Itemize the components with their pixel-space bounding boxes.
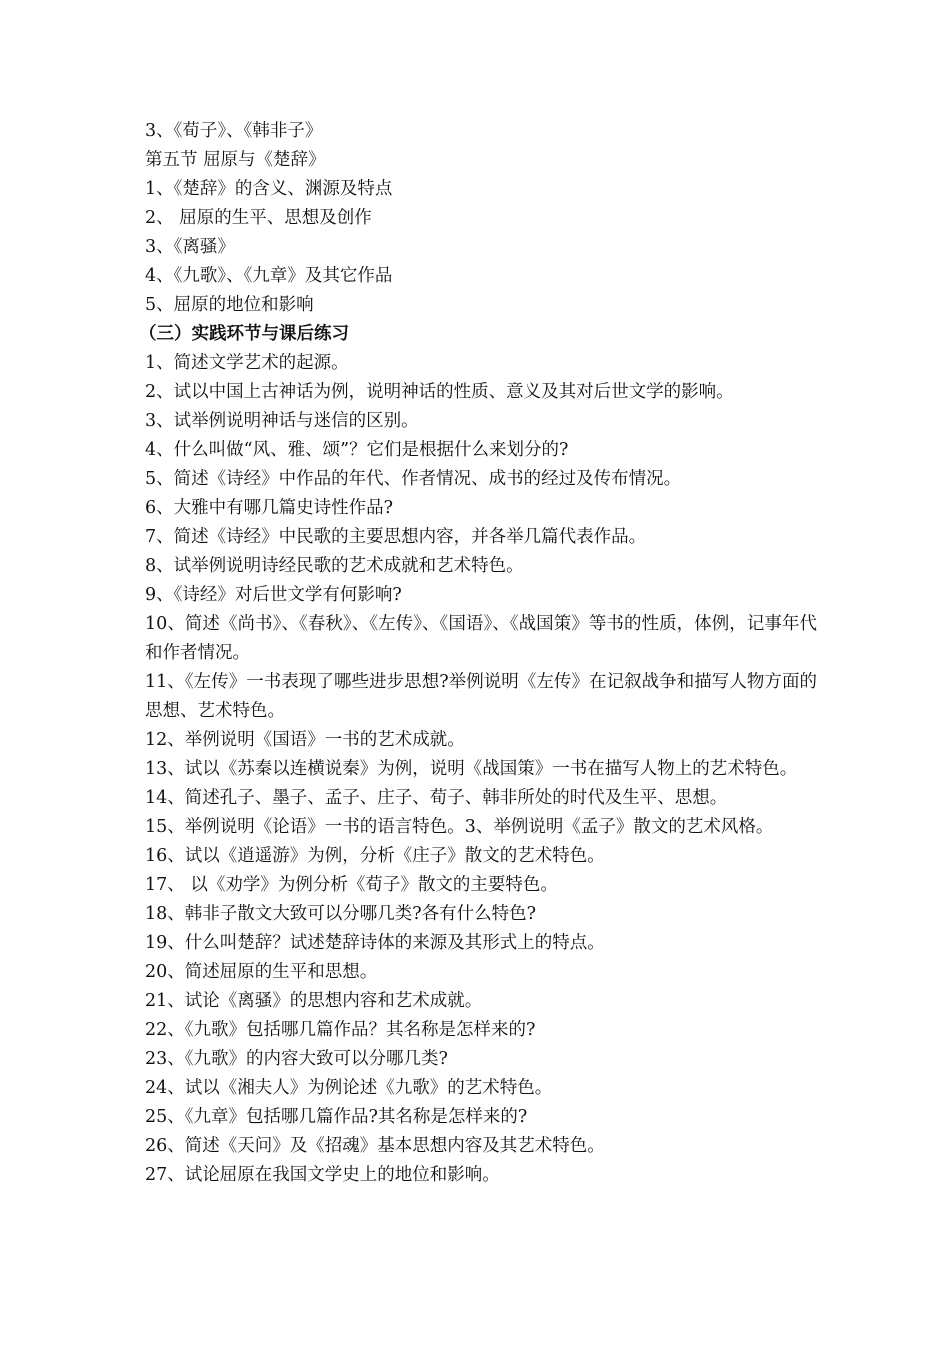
practice-heading: （三）实践环节与课后练习 [139, 324, 349, 344]
outline-item: 2、 屈原的生平、思想及创作 [145, 208, 372, 228]
question-item: 11、《左传》一书表现了哪些进步思想?举例说明《左传》在记叙战争和描写人物方面的思想、艺术特色。 [145, 672, 817, 721]
question-item: 23、《九歌》的内容大致可以分哪几类? [145, 1049, 448, 1069]
question-item: 17、 以《劝学》为例分析《荀子》散文的主要特色。 [145, 875, 558, 895]
question-item: 25、《九章》包括哪几篇作品?其名称是怎样来的? [145, 1107, 528, 1127]
question-item: 6、大雅中有哪几篇史诗性作品? [145, 498, 394, 518]
question-item: 15、举例说明《论语》一书的语言特色。3、举例说明《孟子》散文的艺术风格。 [145, 817, 774, 837]
question-item: 22、《九歌》包括哪几篇作品？其名称是怎样来的? [145, 1020, 536, 1040]
question-item: 8、试举例说明诗经民歌的艺术成就和艺术特色。 [145, 556, 524, 576]
section-heading: 第五节 屈原与《楚辞》 [145, 150, 326, 170]
question-item: 1、简述文学艺术的起源。 [145, 353, 349, 373]
question-item: 3、试举例说明神话与迷信的区别。 [145, 411, 419, 431]
question-item: 19、什么叫楚辞？试述楚辞诗体的来源及其形式上的特点。 [145, 933, 605, 953]
question-item: 10、简述《尚书》、《春秋》、《左传》、《国语》、《战国策》等书的性质，体例，记事年代和作者情况。 [145, 614, 817, 663]
outline-item: 1、《楚辞》的含义、渊源及特点 [145, 179, 393, 199]
question-item: 4、什么叫做“风、雅、颂”？它们是根据什么来划分的? [145, 440, 569, 460]
outline-item: 5、屈原的地位和影响 [145, 295, 314, 315]
question-item: 13、试以《苏秦以连横说秦》为例，说明《战国策》一书在描写人物上的艺术特色。 [145, 759, 798, 779]
question-item: 27、试论屈原在我国文学史上的地位和影响。 [145, 1165, 500, 1185]
question-item: 24、试以《湘夫人》为例论述《九歌》的艺术特色。 [145, 1078, 553, 1098]
outline-item: 3、《荀子》、《韩非子》 [145, 121, 323, 141]
question-item: 2、试以中国上古神话为例，说明神话的性质、意义及其对后世文学的影响。 [145, 382, 734, 402]
question-item: 18、韩非子散文大致可以分哪几类?各有什么特色? [145, 904, 537, 924]
question-item: 26、简述《天问》及《招魂》基本思想内容及其艺术特色。 [145, 1136, 605, 1156]
question-item: 16、试以《逍遥游》为例，分析《庄子》散文的艺术特色。 [145, 846, 605, 866]
question-item: 7、简述《诗经》中民歌的主要思想内容，并各举几篇代表作品。 [145, 527, 647, 547]
question-item: 14、简述孔子、墨子、孟子、庄子、荀子、韩非所处的时代及生平、思想。 [145, 788, 728, 808]
document-body [139, 117, 817, 1190]
question-item: 21、试论《离骚》的思想内容和艺术成就。 [145, 991, 483, 1011]
outline-item: 4、《九歌》、《九章》及其它作品 [145, 266, 393, 286]
question-item: 9、《诗经》对后世文学有何影响? [145, 585, 402, 605]
question-item: 20、简述屈原的生平和思想。 [145, 962, 378, 982]
question-item: 5、简述《诗经》中作品的年代、作者情况、成书的经过及传布情况。 [145, 469, 682, 489]
question-item: 12、举例说明《国语》一书的艺术成就。 [145, 730, 465, 750]
outline-item: 3、《离骚》 [145, 237, 235, 257]
